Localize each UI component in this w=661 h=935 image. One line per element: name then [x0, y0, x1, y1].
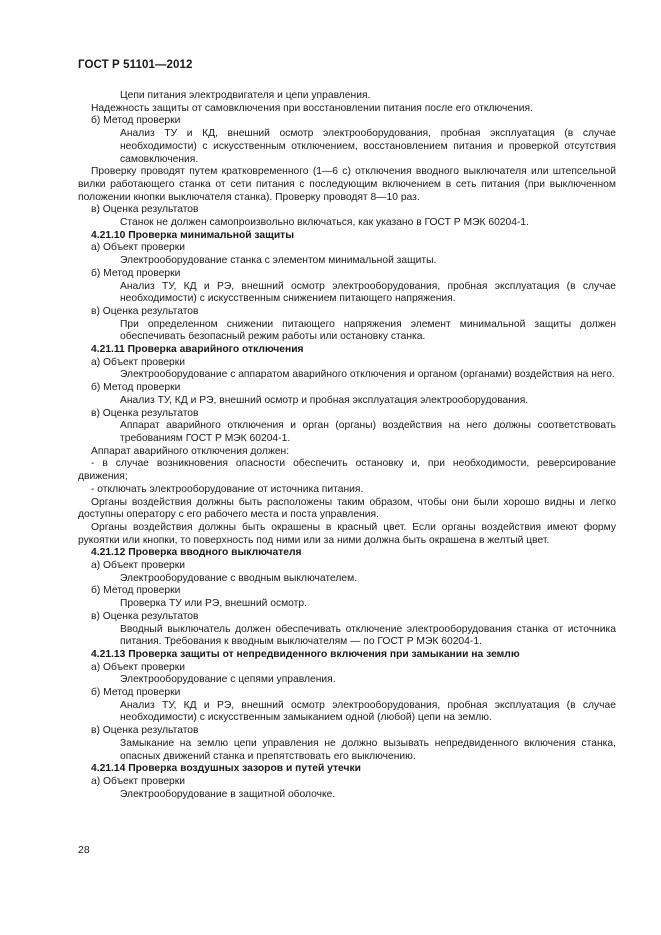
list-label: в) Оценка результатов — [91, 305, 199, 317]
list-label: б) Метод проверки — [91, 687, 181, 699]
paragraph: Анализ ТУ и КД, внешний осмотр электрооборудования, пробная эксплуатация (в случае необходимости) с искусственным отключением, восстановлением питания и проверкой отсутствия самовключения. — [120, 128, 616, 165]
paragraph: - в случае возникновения опасности обеспечить остановку и, при необходимости, реверсирование движения; — [78, 458, 616, 483]
paragraph: Электрооборудование станка с элементом минимальной защиты. — [120, 255, 437, 267]
paragraph: Электрооборудование с аппаратом аварийного отключения и органом (органами) воздействия на него. — [120, 369, 615, 381]
list-label: а) Объект проверки — [91, 560, 186, 572]
paragraph: Анализ ТУ, КД и РЭ, внешний осмотр и пробная эксплуатация электрооборудования. — [120, 394, 529, 406]
paragraph: Органы воздействия должны быть расположены таким образом, чтобы они были хорошо видны и легко доступны оператору с его рабочего места и поста управления. — [78, 496, 616, 521]
list-label: а) Объект проверки — [91, 775, 186, 787]
list-label: а) Объект проверки — [91, 661, 186, 673]
paragraph: Замыкание на землю цепи управления не должно вызывать непредвиденного включения станка, опасных движений станка и препятствовать его выключению. — [120, 737, 616, 762]
list-label: а) Объект проверки — [91, 242, 186, 254]
paragraph: Электрооборудование в защитной оболочке. — [120, 788, 336, 800]
list-label: б) Метод проверки — [91, 382, 181, 394]
paragraph: Электрооборудование с цепями управления. — [120, 674, 336, 686]
list-label: в) Оценка результатов — [91, 204, 199, 216]
document-body — [78, 90, 616, 801]
paragraph: Анализ ТУ, КД и РЭ, внешний осмотр электрооборудования, пробная эксплуатация (в случае необходимости) с искусственным снижением питающего напряжения. — [120, 280, 616, 305]
paragraph: Проверка ТУ или РЭ, внешний осмотр. — [120, 598, 307, 610]
list-label: в) Оценка результатов — [91, 725, 199, 737]
list-label: б) Метод проверки — [91, 267, 181, 279]
paragraph: Электрооборудование с вводным выключателем. — [120, 572, 358, 584]
paragraph: Аппарат аварийного отключения должен: — [91, 445, 290, 457]
paragraph: Станок не должен самопроизвольно включаться, как указано в ГОСТ Р МЭК 60204-1. — [120, 217, 529, 229]
paragraph: При определенном снижении питающего напряжения элемент минимальной защиты должен обеспечивать безопасный режим работы или остановку станка. — [120, 318, 616, 343]
page-number: 28 — [78, 844, 90, 856]
paragraph: Органы воздействия должны быть окрашены в красный цвет. Если органы воздействия имеют форму рукоятки или кнопки, то поверхность под ними или за ними должна быть окрашена в желтый цвет. — [78, 521, 616, 546]
list-label: а) Объект проверки — [91, 356, 186, 368]
section-heading: 4.21.14 Проверка воздушных зазоров и путей утечки — [91, 763, 361, 775]
paragraph: Вводный выключатель должен обеспечивать отключение электрооборудования станка от источника питания. Требования к вводным выключателям — по ГОСТ Р МЭК 60204-1. — [120, 623, 616, 648]
paragraph: Анализ ТУ, КД и РЭ, внешний осмотр электрооборудования, пробная эксплуатация (в случае необходимости) с искусственным замыканием одной (любой) цепи на землю. — [120, 699, 616, 724]
list-label: б) Метод проверки — [91, 585, 181, 597]
list-label: в) Оценка результатов — [91, 610, 199, 622]
paragraph: Цепи питания электродвигателя и цепи управления. — [120, 90, 371, 101]
section-heading: 4.21.13 Проверка защиты от непредвиденного включения при замыкании на землю — [91, 648, 520, 660]
section-heading: 4.21.12 Проверка вводного выключателя — [91, 547, 302, 559]
list-label: в) Оценка результатов — [91, 407, 199, 419]
section-heading: 4.21.10 Проверка минимальной защиты — [91, 229, 294, 241]
paragraph: - отключать электрооборудование от источника питания. — [91, 483, 364, 495]
document-header: ГОСТ Р 51101—2012 — [78, 59, 193, 71]
paragraph: Проверку проводят путем кратковременного (1—6 с) отключения вводного выключателя или штепсельной вилки работающего станка от сети питания с последующим включением в сеть питания (при выключенном положении кнопки выключателя станка). Проверку проводят 8—10 раз. — [78, 166, 616, 203]
paragraph: Надежность защиты от самовключения при восстановлении питания после его отключения. — [91, 102, 533, 114]
list-label: б) Метод проверки — [91, 115, 181, 127]
paragraph: Аппарат аварийного отключения и орган (органы) воздействия на него должны соответствовать требованиям ГОСТ Р МЭК 60204-1. — [120, 420, 616, 444]
section-heading: 4.21.11 Проверка аварийного отключения — [91, 344, 304, 356]
